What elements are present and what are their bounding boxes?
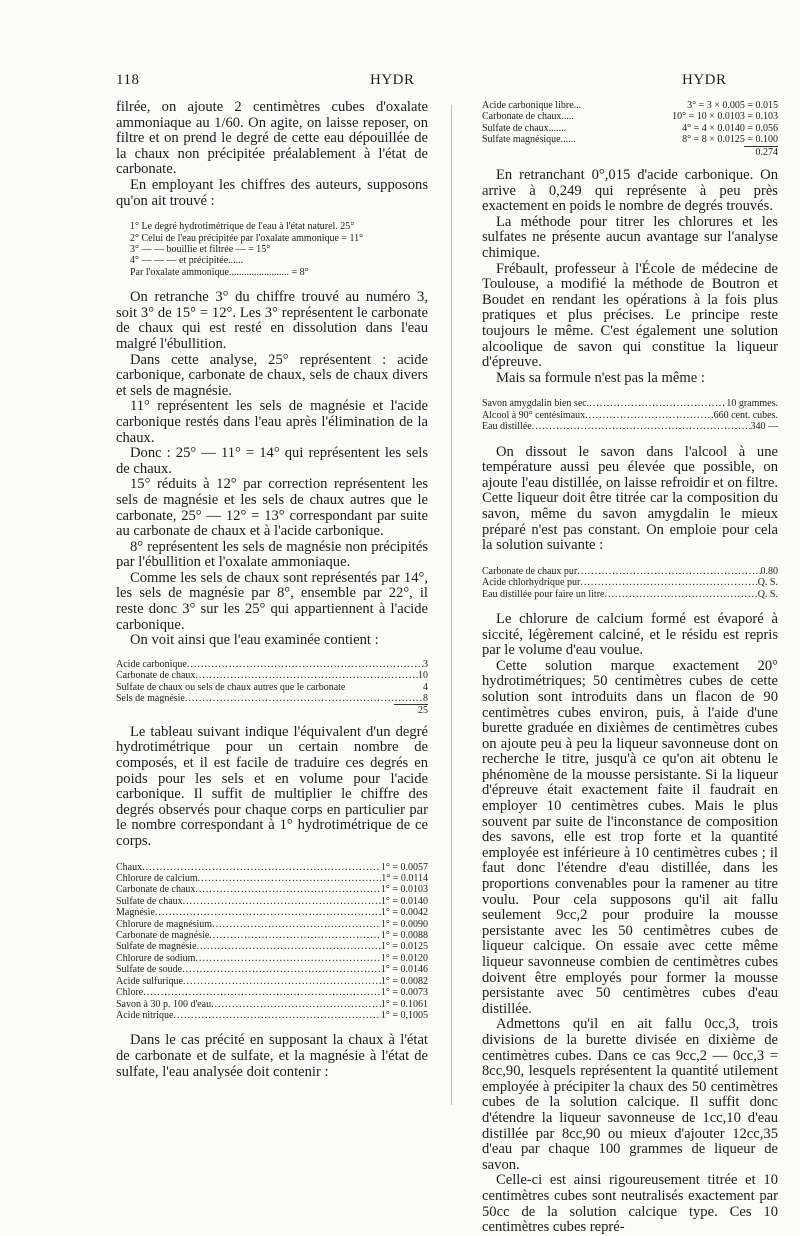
table-row [116, 873, 428, 884]
table-row [482, 398, 778, 409]
table-cell-value: 1° = 0.0090 [380, 918, 428, 930]
table-cell-label: Magnésie [116, 907, 155, 919]
paragraph: Mais sa formule n'est pas la même : [496, 369, 705, 386]
right-column [482, 100, 778, 1236]
table-cell-value: 1° = 0,1005 [380, 1009, 428, 1021]
paragraph: Donc : 25° — 11° = 14° qui représentent les sels de chaux. [116, 445, 428, 477]
list-item: 1° Le degré hydrotimétrique de l'eau à l'état naturel. 25° [130, 221, 355, 233]
list-item: 2° Celui de l'eau précipitée par l'oxalate ammonique = 11° [130, 232, 364, 244]
table-cell-label: Acide sulfurique [116, 975, 183, 987]
table-cell-value: 10 grammes. [726, 398, 778, 410]
table-cell-label: Chlorure de sodium [116, 952, 196, 964]
paragraph: Le tableau suivant indique l'équivalent d'un degré hydrotimétrique pour un certain nombre de composés, et il est facile de traduire ces degrés en poids pour les sels et en volume pour l'acide carbonique. Il suffit de multiplier le chiffre des degrés observés pour chaque corps en particulier par le nombre correspondant à 1° hydrotimétrique de ce corps. [116, 723, 428, 850]
table-row [116, 693, 428, 704]
paragraph: Frébault, professeur à l'École de médecine de Toulouse, a modifié la méthode de Boutron et Boudet en rendant les opérations à la fois plus pratiques et plus précises. Le principe reste toujours le même. C'est également une solution alcoolique de savon qui constitue la liqueur d'épreuve. [482, 260, 778, 371]
running-head-right: HYDR [682, 72, 727, 88]
paragraph: Celle-ci est ainsi rigoureusement titrée et 10 centimètres cubes sont neutralisés exactement par 50cc de la solution calcique type. Ces 10 centimètres cubes repré- [482, 1172, 778, 1236]
table-cell-value: 10° = 10 × 0.0103 = 0.103 [672, 111, 778, 123]
table-cell-value: 1° = 0.0082 [380, 975, 428, 987]
table-cell-label: Chaux [116, 861, 143, 873]
left-column [116, 100, 428, 1080]
table-row [116, 682, 428, 693]
table-row [116, 659, 428, 670]
running-head-left: HYDR [370, 72, 415, 88]
table-cell-value: 340 — [750, 421, 778, 433]
table-cell-value: 1° = 0.0114 [381, 873, 428, 885]
paragraph: En employant les chiffres des auteurs, supposons qu'on ait trouvé : [116, 176, 428, 209]
table-row [482, 421, 778, 432]
table-row [482, 134, 778, 145]
table-cell-value: 8 [423, 693, 428, 705]
table-cell-value: Q. S. [757, 588, 778, 600]
table-row [116, 987, 428, 998]
paragraph: 15° réduits à 12° par correction représentent les sels de magnésie et les sels de chaux autres que le carbonate, 25° — 12° = 13° correspondant par suite au carbonate de chaux et à l'acide carbonique. [116, 476, 428, 540]
paragraph: On voit ainsi que l'eau examinée contient : [130, 632, 379, 649]
paragraph: 8° représentent les sels de magnésie non précipités par l'ébullition et l'oxalate ammoniaque. [116, 538, 428, 571]
table-row [116, 941, 428, 952]
table-cell-label: Acide nitrique [116, 1009, 174, 1021]
table-row [116, 964, 428, 975]
list-item: 4° — — — et précipitée...... [130, 255, 244, 267]
table-row [482, 566, 778, 577]
table-cell-value: 1° = 0.0042 [380, 907, 428, 919]
table-row [116, 953, 428, 964]
list-item: Par l'oxalate ammonique........................ = 8° [130, 266, 309, 278]
table-cell-label: Sulfate de chaux ou sels de chaux autres que le carbonate [116, 681, 346, 693]
table-cell-label: Carbonate de chaux [116, 884, 196, 896]
table-row [116, 930, 428, 941]
table-row [116, 1010, 428, 1021]
paragraph: Le chlorure de calcium formé est évaporé à siccité, légèrement calciné, et le résidu est repris par le volume d'eau voulue. [482, 610, 778, 659]
table-cell-label: Acide chlorhydrique pur [482, 577, 581, 589]
table-cell-value: 1° = 0.0073 [380, 987, 428, 999]
table-cell-value: 8° = 8 × 0.0125 = 0.100 [682, 134, 778, 146]
table-row [116, 919, 428, 930]
table-cell-label: Acide carbonique libre... [482, 100, 582, 111]
table-row [482, 410, 778, 421]
table-cell-label: Sels de magnésie [116, 693, 185, 705]
table-row [482, 100, 778, 111]
paragraph: La méthode pour titrer les chlorures et les sulfates ne présente aucun avantage sur l'analyse chimique. [482, 213, 778, 261]
table-cell-value: 10 [418, 670, 428, 682]
table-cell-label: Alcool à 90° centésimaux [482, 409, 586, 421]
table-total: 0.274 [755, 146, 778, 158]
table-cell-label: Chlorure de calcium [116, 873, 198, 885]
paragraph: Dans le cas précité en supposant la chaux à l'état de carbonate et de sulfate, et la magnésie à l'état de sulfate, l'eau analysée doit contenir : [116, 1032, 428, 1080]
table-row [116, 884, 428, 895]
table-cell-value: 3° = 3 × 0.005 = 0.015 [687, 100, 778, 111]
paragraph: On dissout le savon dans l'alcool à une température aussi peu élevée que possible, on ajoute l'eau distillée, on laisse refroidir et on filtre. Cette liqueur doit être titrée car la composition du savon, même du savon amygdalin le mieux préparé n'est pas constant. On emploie pour cela la solution suivante : [482, 443, 778, 554]
paragraph: On retranche 3° du chiffre trouvé au numéro 3, soit 3° de 15° = 12°. Les 3° représentent le carbonate de chaux qui est resté en dissolution dans l'eau malgré l'ébullition. [116, 289, 428, 352]
table-cell-value: 1° = 0.0057 [380, 861, 428, 873]
table-cell-label: Eau distillée pour faire un litre [482, 588, 605, 600]
degree-list [116, 221, 428, 278]
table-cell-value: 1° = 0.1061 [380, 998, 428, 1010]
table-cell-label: Sulfate magnésique...... [482, 134, 576, 146]
paragraph: Comme les sels de chaux sont représentés par 14°, les sels de magnésie par 8°, ensemble par 22°, il reste donc 3° sur les 25° qui appartiennent à l'acide carbonique. [116, 569, 428, 633]
composition-table [116, 659, 428, 717]
table-row [482, 123, 778, 134]
table-row [116, 907, 428, 918]
table-cell-label: Carbonate de magnésie [116, 930, 210, 942]
weights-table [482, 100, 778, 158]
table-cell-label: Sulfate de soude [116, 964, 183, 976]
table-cell-value: 660 cent. cubes. [713, 409, 778, 421]
table-cell-label: Chlore [116, 987, 144, 999]
table-cell-value: 3 [423, 658, 428, 670]
table-cell-value: 1° = 0.0125 [380, 941, 428, 953]
table-cell-value: 1° = 0.0146 [380, 964, 428, 976]
table-cell-label: Carbonate de chaux [116, 670, 196, 682]
table-cell-value: 1° = 0.0120 [380, 952, 428, 964]
table-cell-value: 4 [423, 681, 428, 693]
table-total: 25 [418, 705, 428, 717]
paragraph: filrée, on ajoute 2 centimètres cubes d'oxalate ammoniaque au 1/60. On agite, on laisse reposer, on filtre et on prend le degré de cette eau dépouillée de la chaux non précipitée préalablement à l'état de carbonate. [116, 99, 428, 178]
table-row [116, 862, 428, 873]
paragraph: Admettons qu'il en ait fallu 0cc,3, trois divisions de la burette divisée en dixième de centimètres cubes. Dans ce cas 9cc,2 — 0cc,3 = 8cc,90, lesquels représentent la quantité utilement employée à précipiter la chaux des 50 centimètres cubes de la solution calcique. Il suffit donc d'étendre la liqueur savonneuse de 1cc,10 d'eau distillée par 8cc,90 ou mieux d'ajouter 12cc,35 d'eau par chaque 100 grammes de liqueur de savon. [482, 1016, 778, 1173]
table-row [116, 999, 428, 1010]
solution-table [482, 566, 778, 600]
table-cell-label: Eau distillée [482, 421, 532, 433]
table-row [482, 589, 778, 600]
running-head [116, 72, 730, 92]
paragraph: Cette solution marque exactement 20° hydrotimétriques; 50 centimètres cubes de cette solution sont introduits dans un flacon de 90 centimètres cubes environ, puis, à l'aide d'une burette graduée en dixièmes de centimètres cubes on ajoute peu à peu la liqueur savonneuse dont on recherche le titre, jusqu'à ce qu'on ait obtenu le phénomène de la mousse persistante. Si la liqueur d'épreuve était exactement faite il faudrait en employer 10 centimètres cubes. Mais le plus souvent par suite de l'inconstance de composition des savons, elle est trop forte et la quantité employée est inférieure à 10 centimètres cubes ; il faut donc l'étendre d'eau distillée, dans les proportions convenables pour la ramener au titre voulu. Pour cela supposons qu'il ait fallu seulement 9cc,2 pour produire la mousse persistante avec les 50 centimètres cubes de liqueur calcique. On essaie avec cette même liqueur savonneuse combien de centimètres cubes doivent être employés pour former la mousse persistante avec 50 centimètres cubes d'eau distillée. [482, 657, 778, 1017]
table-cell-label: Carbonate de chaux pur [482, 565, 578, 577]
table-row [116, 670, 428, 681]
table-cell-label: Savon à 30 p. 100 d'eau [116, 998, 212, 1010]
paragraph: En retranchant 0°,015 d'acide carbonique. On arrive à 0,249 qui représente à peu près exactement en poids le nombre de degrés trouvés. [482, 167, 778, 215]
table-cell-label: Sulfate de chaux [116, 895, 183, 907]
table-cell-label: Savon amygdalin bien sec. [482, 398, 590, 410]
table-cell-label: Chlorure de magnésium [116, 918, 213, 930]
equivalents-table [116, 862, 428, 1022]
table-cell-label: Sulfate de magnésie [116, 941, 197, 953]
table-row [116, 976, 428, 987]
table-cell-value: 1° = 0.0103 [380, 884, 428, 896]
paragraph: 11° représentent les sels de magnésie et l'acide carbonique restés dans l'eau après l'élimination de la chaux. [116, 398, 428, 446]
column-divider [451, 105, 452, 1105]
table-cell-value: 1° = 0.0088 [380, 930, 428, 942]
table-cell-label: Carbonate de chaux..... [482, 111, 574, 123]
table-row [482, 577, 778, 588]
paragraph: Dans cette analyse, 25° représentent : acide carbonique, carbonate de chaux, sels de chaux divers et sels de magnésie. [116, 351, 428, 399]
table-cell-value: 1° = 0.0140 [380, 895, 428, 907]
table-row [482, 111, 778, 122]
table-row [116, 896, 428, 907]
table-cell-value: Q. S. [757, 577, 778, 589]
list-item: 3° — — bouillie et filtrée — = 15° [130, 243, 271, 255]
page-number: 118 [116, 72, 140, 88]
table-cell-label: Sulfate de chaux....... [482, 122, 567, 134]
table-cell-value: 0.80 [760, 565, 778, 577]
table-cell-value: 4° = 4 × 0.0140 = 0.056 [682, 122, 778, 134]
formula-table [482, 398, 778, 432]
table-cell-label: Acide carbonique [116, 658, 187, 670]
